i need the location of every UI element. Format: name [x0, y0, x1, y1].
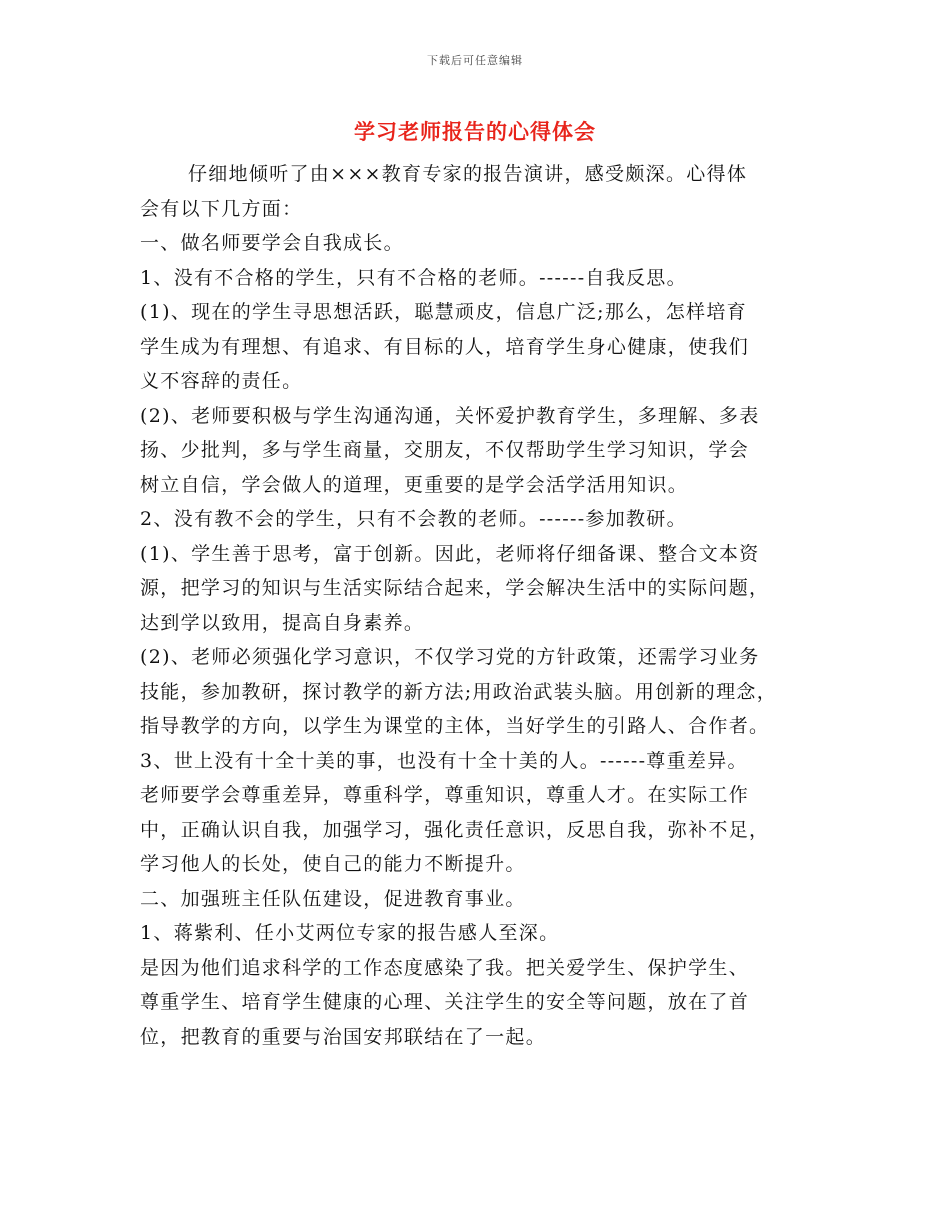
paragraph-line: 2、没有教不会的学生，只有不会教的老师。------参加教研。 — [140, 508, 687, 530]
paragraph-line: 技能，参加教研，探讨教学的新方法;用政治武装头脑。用创新的理念， — [140, 680, 778, 703]
paragraph-line: 达到学以致用，提高自身素养。 — [140, 611, 425, 634]
paragraph-line: 义不容辞的责任。 — [140, 370, 303, 392]
paragraph-line: 源，把学习的知识与生活实际结合起来，学会解决生活中的实际问题， — [140, 577, 770, 599]
document-body — [140, 157, 820, 1054]
header-note: 下载后可任意编辑 — [427, 54, 523, 67]
paragraph-line: 3、世上没有十全十美的事，也没有十全十美的人。------尊重差异。 — [140, 749, 748, 772]
document-title: 学习老师报告的心得体会 — [354, 120, 596, 144]
paragraph-line: 1、没有不合格的学生，只有不合格的老师。------自我反思。 — [140, 266, 687, 289]
paragraph-line: 中，正确认识自我，加强学习，强化责任意识，反思自我，弥补不足， — [140, 818, 770, 841]
paragraph-line: (2)、老师要积极与学生沟通沟通，关怀爱护教育学生，多理解、多表 — [140, 404, 760, 427]
paragraph-line: (1)、现在的学生寻思想活跃，聪慧顽皮，信息广泛;那么，怎样培育 — [140, 301, 747, 323]
paragraph-line: 树立自信，学会做人的道理，更重要的是学会活学活用知识。 — [140, 473, 689, 496]
paragraph-line: 指导教学的方向，以学生为课堂的主体，当好学生的引路人、合作者。 — [140, 715, 770, 737]
paragraph-line: (2)、老师必须强化学习意识，不仅学习党的方针政策，还需学习业务 — [140, 646, 760, 668]
paragraph-line: 学习他人的长处，使自己的能力不断提升。 — [140, 853, 526, 875]
paragraph-line: 1、蒋紫利、任小艾两位专家的报告感人至深。 — [140, 922, 560, 944]
paragraph-line: 学生成为有理想、有追求、有目标的人，培育学生身心健康，使我们 — [140, 335, 750, 358]
paragraph-line: 尊重学生、培育学生健康的心理、关注学生的安全等问题，放在了首 — [140, 991, 750, 1013]
paragraph-line: (1)、学生善于思考，富于创新。因此，老师将仔细备课、整合文本资 — [140, 542, 760, 565]
paragraph-line: 仔细地倾听了由×××教育专家的报告演讲，感受颇深。心得体 — [188, 163, 748, 185]
paragraph-line: 位，把教育的重要与治国安邦联结在了一起。 — [140, 1025, 547, 1048]
paragraph-line: 是因为他们追求科学的工作态度感染了我。把关爱学生、保护学生、 — [140, 956, 750, 979]
paragraph-line: 老师要学会尊重差异，尊重科学，尊重知识，尊重人才。在实际工作 — [140, 784, 750, 806]
section-heading: 一、做名师要学会自我成长。 — [140, 232, 404, 254]
paragraph-line: 会有以下几方面： — [140, 197, 303, 220]
section-heading: 二、加强班主任队伍建设，促进教育事业。 — [140, 887, 526, 910]
paragraph-line: 扬、少批判，多与学生商量，交朋友，不仅帮助学生学习知识，学会 — [140, 439, 750, 461]
